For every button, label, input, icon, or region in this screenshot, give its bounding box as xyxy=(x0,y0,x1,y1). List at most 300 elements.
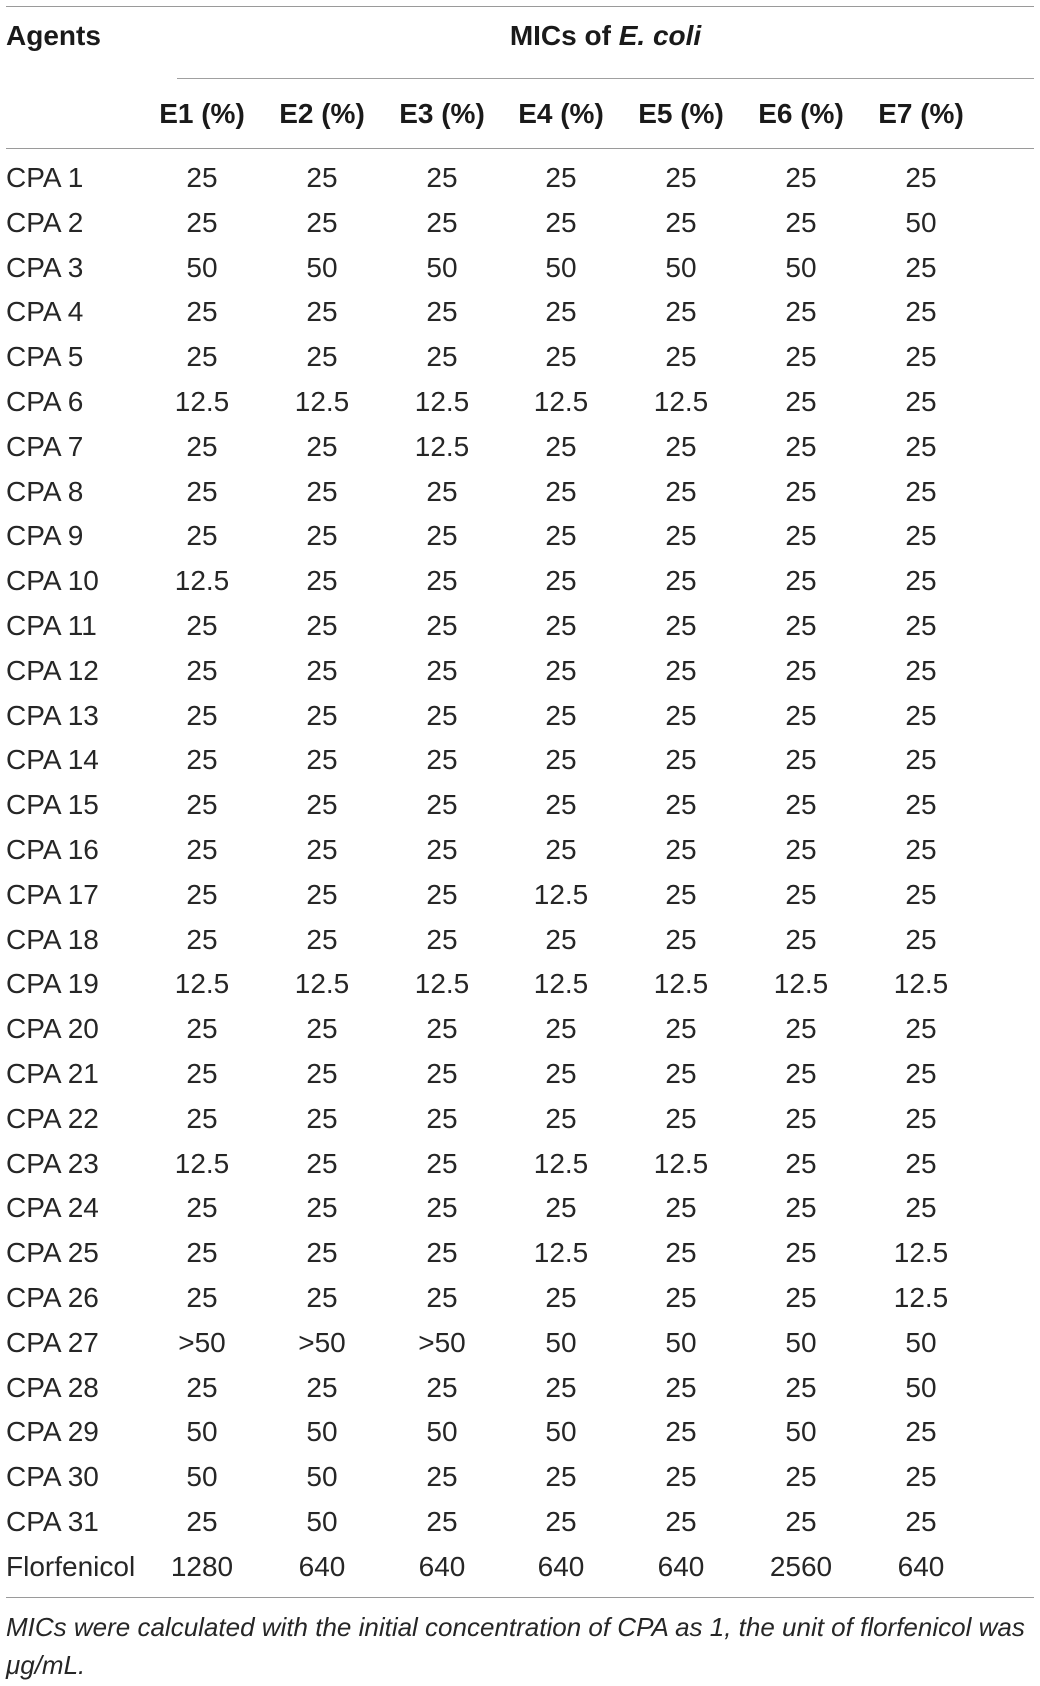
mic-value-cell: 25 xyxy=(785,1013,817,1045)
agent-cell: CPA 5 xyxy=(6,341,84,373)
table-body xyxy=(0,158,1040,1592)
mic-value-cell: 25 xyxy=(785,654,817,686)
mic-value-cell: 25 xyxy=(545,520,577,552)
mic-value-cell: 25 xyxy=(905,341,937,373)
agent-cell: CPA 8 xyxy=(6,475,84,507)
mic-value-cell: 25 xyxy=(306,923,338,955)
mic-value-cell: 25 xyxy=(785,878,817,910)
table-row xyxy=(0,785,1040,830)
mic-value-cell: 12.5 xyxy=(294,968,350,1000)
agent-cell: CPA 22 xyxy=(6,1102,99,1134)
column-header-e6: E6 (%) xyxy=(758,98,844,129)
mic-value-cell: 25 xyxy=(905,162,937,193)
mic-value-cell: 25 xyxy=(785,609,817,641)
mic-value-cell: 25 xyxy=(785,1057,817,1089)
agent-cell: CPA 16 xyxy=(6,833,99,865)
agent-cell: CPA 29 xyxy=(6,1416,99,1448)
mic-value-cell: 25 xyxy=(426,1102,458,1134)
mic-value-cell: 25 xyxy=(545,1505,577,1537)
mic-value-cell: 25 xyxy=(905,923,937,955)
mic-value-cell: 50 xyxy=(785,251,817,283)
mic-value-cell: 25 xyxy=(426,565,458,597)
mic-value-cell: 25 xyxy=(785,1461,817,1493)
mic-value-cell: 25 xyxy=(905,475,937,507)
mic-value-cell: 25 xyxy=(785,520,817,552)
mic-value-cell: 50 xyxy=(905,1326,937,1358)
mic-value-cell: 25 xyxy=(905,699,937,731)
mic-value-cell: 25 xyxy=(905,833,937,865)
mic-value-cell: 25 xyxy=(186,1192,218,1224)
mic-value-cell: 25 xyxy=(545,341,577,373)
mic-value-cell: 25 xyxy=(186,1013,218,1045)
mic-value-cell: 25 xyxy=(426,789,458,821)
mic-value-cell: 25 xyxy=(785,1237,817,1269)
agent-cell: CPA 4 xyxy=(6,296,84,328)
mic-value-cell: 25 xyxy=(905,1057,937,1089)
mic-value-cell: 25 xyxy=(426,296,458,328)
mic-value-cell: 640 xyxy=(298,1550,346,1582)
mic-value-cell: 25 xyxy=(426,162,458,193)
mic-value-cell: 12.5 xyxy=(653,1147,709,1179)
mic-value-cell: >50 xyxy=(418,1326,466,1358)
mic-value-cell: 2560 xyxy=(769,1550,833,1582)
mic-value-cell: 12.5 xyxy=(414,385,470,417)
mic-value-cell: 25 xyxy=(905,296,937,328)
mic-value-cell: 25 xyxy=(186,341,218,373)
mic-value-cell: 25 xyxy=(665,833,697,865)
mic-value-cell: 25 xyxy=(186,878,218,910)
mic-value-cell: 25 xyxy=(186,789,218,821)
mic-value-cell: 25 xyxy=(905,1013,937,1045)
mic-value-cell: 50 xyxy=(545,251,577,283)
mic-value-cell: 25 xyxy=(545,296,577,328)
mic-value-cell: 25 xyxy=(785,385,817,417)
table-row xyxy=(0,1009,1040,1054)
group-header-prefix: MICs of xyxy=(509,20,619,51)
bottom-rule xyxy=(6,1597,1034,1598)
mic-value-cell: 25 xyxy=(905,609,937,641)
mic-value-cell: 25 xyxy=(545,789,577,821)
mic-value-cell: 50 xyxy=(186,1461,218,1493)
mic-value-cell: 12.5 xyxy=(174,968,230,1000)
table-row xyxy=(0,1278,1040,1323)
mic-value-cell: 25 xyxy=(905,1147,937,1179)
mic-value-cell: 25 xyxy=(426,1505,458,1537)
mic-value-cell: 25 xyxy=(306,475,338,507)
mic-value-cell: 25 xyxy=(186,296,218,328)
column-header-e5: E5 (%) xyxy=(638,98,724,129)
agent-cell: CPA 15 xyxy=(6,789,99,821)
table-row xyxy=(0,651,1040,696)
mic-value-cell: >50 xyxy=(178,1326,226,1358)
mic-value-cell: 25 xyxy=(426,1371,458,1403)
mic-value-cell: 25 xyxy=(186,1102,218,1134)
table-row xyxy=(0,427,1040,472)
mic-value-cell: 25 xyxy=(905,654,937,686)
mic-value-cell: 25 xyxy=(665,475,697,507)
mic-value-cell: 25 xyxy=(545,1057,577,1089)
mic-value-cell: 25 xyxy=(665,1102,697,1134)
mic-value-cell: 25 xyxy=(306,206,338,238)
agent-cell: CPA 2 xyxy=(6,206,84,238)
mic-value-cell: 25 xyxy=(785,296,817,328)
mic-value-cell: 12.5 xyxy=(653,968,709,1000)
table-row xyxy=(0,1188,1040,1233)
agent-cell: CPA 11 xyxy=(6,609,97,641)
mic-value-cell: 50 xyxy=(186,251,218,283)
mic-value-cell: 25 xyxy=(426,520,458,552)
mic-value-cell: 25 xyxy=(186,654,218,686)
table-row xyxy=(0,248,1040,293)
mic-value-cell: 12.5 xyxy=(893,968,949,1000)
mic-value-cell: 25 xyxy=(186,1237,218,1269)
mic-value-cell: 25 xyxy=(306,699,338,731)
mic-value-cell: 25 xyxy=(545,162,577,193)
mic-value-cell: 25 xyxy=(306,162,338,193)
mic-value-cell: 25 xyxy=(426,1013,458,1045)
mic-value-cell: 12.5 xyxy=(893,1281,949,1313)
mic-value-cell: 25 xyxy=(665,699,697,731)
mic-value-cell: 50 xyxy=(306,251,338,283)
table-row xyxy=(0,158,1040,203)
mic-value-cell: 25 xyxy=(905,744,937,776)
mic-value-cell: 25 xyxy=(905,565,937,597)
mic-value-cell: 50 xyxy=(545,1416,577,1448)
mic-value-cell: 12.5 xyxy=(174,385,230,417)
column-header-e4: E4 (%) xyxy=(518,98,604,129)
table-row xyxy=(0,1412,1040,1457)
top-rule xyxy=(6,6,1034,7)
mic-value-cell: 25 xyxy=(665,789,697,821)
mic-value-cell: 25 xyxy=(785,430,817,462)
table-row xyxy=(0,1099,1040,1144)
mic-value-cell: 12.5 xyxy=(653,385,709,417)
mic-value-cell: 25 xyxy=(785,699,817,731)
table-row xyxy=(0,382,1040,427)
table-row xyxy=(0,1502,1040,1547)
mic-value-cell: 25 xyxy=(545,1102,577,1134)
mic-value-cell: 50 xyxy=(785,1416,817,1448)
mic-value-cell: 25 xyxy=(665,1057,697,1089)
mic-value-cell: 25 xyxy=(306,1057,338,1089)
mic-value-cell: 50 xyxy=(306,1505,338,1537)
table-row xyxy=(0,1144,1040,1189)
mic-value-cell: 25 xyxy=(665,162,697,193)
group-header-organism: E. coli xyxy=(618,20,702,51)
mic-value-cell: 25 xyxy=(426,475,458,507)
agent-cell: CPA 3 xyxy=(6,251,84,283)
mic-value-cell: 25 xyxy=(905,251,937,283)
mic-value-cell: 50 xyxy=(665,251,697,283)
mic-value-cell: 25 xyxy=(426,878,458,910)
table-row xyxy=(0,292,1040,337)
agent-cell: CPA 30 xyxy=(6,1461,99,1493)
table-footnote: MICs were calculated with the initial concentration of CPA as 1, the unit of florfenicol was μg/mL. xyxy=(6,1612,1025,1680)
mic-value-cell: 25 xyxy=(545,206,577,238)
mic-value-cell: 25 xyxy=(426,206,458,238)
agent-cell: CPA 17 xyxy=(6,878,99,910)
mic-value-cell: 12.5 xyxy=(893,1237,949,1269)
mic-value-cell: 25 xyxy=(665,878,697,910)
table-row xyxy=(0,1323,1040,1368)
mic-value-cell: 640 xyxy=(537,1550,585,1582)
mic-value-cell: 25 xyxy=(665,1013,697,1045)
mic-value-cell: 25 xyxy=(905,430,937,462)
table-row xyxy=(0,964,1040,1009)
mic-value-cell: 25 xyxy=(186,1057,218,1089)
mic-value-cell: 25 xyxy=(306,878,338,910)
mic-value-cell: 25 xyxy=(665,1281,697,1313)
mic-value-cell: 25 xyxy=(545,1371,577,1403)
table-row xyxy=(0,920,1040,965)
table-row xyxy=(0,516,1040,561)
mic-value-cell: 25 xyxy=(785,565,817,597)
mic-value-cell: 25 xyxy=(545,699,577,731)
mic-value-cell: 25 xyxy=(545,923,577,955)
mic-value-cell: 12.5 xyxy=(414,968,470,1000)
mic-value-cell: 50 xyxy=(306,1416,338,1448)
mic-value-cell: 25 xyxy=(665,1192,697,1224)
agent-cell: CPA 20 xyxy=(6,1013,99,1045)
mic-value-cell: 25 xyxy=(665,923,697,955)
column-header-e1: E1 (%) xyxy=(159,98,245,129)
mic-value-cell: 25 xyxy=(306,565,338,597)
mic-value-cell: 12.5 xyxy=(533,878,589,910)
mic-value-cell: 25 xyxy=(306,1102,338,1134)
mic-value-cell: 12.5 xyxy=(414,430,470,462)
mic-value-cell: 12.5 xyxy=(533,1147,589,1179)
agent-cell: CPA 19 xyxy=(6,968,99,1000)
mic-value-cell: 25 xyxy=(426,609,458,641)
mic-value-cell: 1280 xyxy=(170,1550,234,1582)
column-header-e2: E2 (%) xyxy=(279,98,365,129)
mic-value-cell: 25 xyxy=(545,430,577,462)
mic-value-cell: 640 xyxy=(657,1550,705,1582)
table-row xyxy=(0,1457,1040,1502)
mic-value-cell: 25 xyxy=(785,475,817,507)
mic-value-cell: 25 xyxy=(306,744,338,776)
mic-value-cell: 25 xyxy=(186,430,218,462)
mic-value-cell: 25 xyxy=(665,1237,697,1269)
mic-value-cell: 25 xyxy=(545,1461,577,1493)
column-header-row xyxy=(0,98,1040,134)
agent-cell: CPA 13 xyxy=(6,699,99,731)
table-row xyxy=(0,1368,1040,1413)
column-header-e3: E3 (%) xyxy=(399,98,485,129)
mic-value-cell: 25 xyxy=(186,744,218,776)
mic-value-cell: 25 xyxy=(665,296,697,328)
mic-value-cell: 25 xyxy=(545,1281,577,1313)
mic-value-cell: 25 xyxy=(785,1102,817,1134)
agent-cell: CPA 27 xyxy=(6,1326,99,1358)
mic-value-cell: 12.5 xyxy=(294,385,350,417)
mic-value-cell: 25 xyxy=(785,789,817,821)
mic-value-cell: 25 xyxy=(785,1371,817,1403)
agent-cell: CPA 26 xyxy=(6,1281,99,1313)
table-row xyxy=(0,606,1040,651)
agent-cell: CPA 25 xyxy=(6,1237,99,1269)
mic-value-cell: 25 xyxy=(426,1057,458,1089)
mic-value-cell: 25 xyxy=(306,520,338,552)
mic-value-cell: 25 xyxy=(186,1371,218,1403)
mic-value-cell: 25 xyxy=(426,699,458,731)
mic-value-cell: 25 xyxy=(785,162,817,193)
mic-value-cell: 640 xyxy=(418,1550,466,1582)
mic-value-cell: 25 xyxy=(545,744,577,776)
mics-group-header xyxy=(177,20,1034,52)
mic-value-cell: 25 xyxy=(785,1192,817,1224)
mic-value-cell: 25 xyxy=(785,206,817,238)
mic-value-cell: 25 xyxy=(186,1281,218,1313)
mic-value-cell: 25 xyxy=(905,789,937,821)
mic-value-cell: 25 xyxy=(905,1505,937,1537)
mic-value-cell: 25 xyxy=(426,1192,458,1224)
mic-value-cell: 25 xyxy=(905,1461,937,1493)
table-row xyxy=(0,1547,1040,1592)
mic-value-cell: 25 xyxy=(665,654,697,686)
mic-value-cell: 12.5 xyxy=(533,385,589,417)
mic-value-cell: 25 xyxy=(665,206,697,238)
mic-value-cell: 50 xyxy=(545,1326,577,1358)
agent-cell: Florfenicol xyxy=(6,1550,136,1582)
mic-value-cell: 25 xyxy=(186,520,218,552)
mic-value-cell: 25 xyxy=(426,923,458,955)
table-row xyxy=(0,1054,1040,1099)
mic-value-cell: 25 xyxy=(186,1505,218,1537)
mic-value-cell: 50 xyxy=(785,1326,817,1358)
table-row xyxy=(0,472,1040,517)
mic-value-cell: 25 xyxy=(785,1281,817,1313)
agent-cell: CPA 6 xyxy=(6,385,84,417)
mic-value-cell: 25 xyxy=(905,878,937,910)
mic-value-cell: 50 xyxy=(665,1326,697,1358)
mic-value-cell: 50 xyxy=(905,1371,937,1403)
agent-cell: CPA 21 xyxy=(6,1057,99,1089)
agent-cell: CPA 18 xyxy=(6,923,99,955)
mic-value-cell: 25 xyxy=(306,341,338,373)
mic-value-cell: 12.5 xyxy=(533,1237,589,1269)
table-row xyxy=(0,337,1040,382)
mic-value-cell: 25 xyxy=(665,565,697,597)
mic-value-cell: 25 xyxy=(785,341,817,373)
agents-header: Agents xyxy=(6,20,101,51)
mic-value-cell: 25 xyxy=(665,609,697,641)
agent-cell: CPA 31 xyxy=(6,1505,99,1537)
agent-cell: CPA 7 xyxy=(6,430,84,462)
mic-value-cell: 25 xyxy=(306,609,338,641)
agent-cell: CPA 23 xyxy=(6,1147,99,1179)
mic-value-cell: 12.5 xyxy=(773,968,829,1000)
mic-value-cell: 25 xyxy=(186,609,218,641)
mic-value-cell: 25 xyxy=(426,1461,458,1493)
mic-value-cell: 25 xyxy=(905,1192,937,1224)
table-row xyxy=(0,696,1040,741)
mic-value-cell: 25 xyxy=(545,609,577,641)
mic-value-cell: 25 xyxy=(785,923,817,955)
mic-value-cell: 25 xyxy=(186,475,218,507)
mic-value-cell: 12.5 xyxy=(533,968,589,1000)
mic-value-cell: 25 xyxy=(426,744,458,776)
mic-value-cell: 25 xyxy=(306,833,338,865)
mic-value-cell: 25 xyxy=(665,1505,697,1537)
mic-value-cell: 25 xyxy=(665,341,697,373)
table-row xyxy=(0,1233,1040,1278)
mic-value-cell: 25 xyxy=(426,654,458,686)
mic-value-cell: 25 xyxy=(665,430,697,462)
mic-value-cell: 12.5 xyxy=(174,565,230,597)
mic-value-cell: 25 xyxy=(306,1371,338,1403)
mic-value-cell: 25 xyxy=(785,1505,817,1537)
mic-value-cell: 50 xyxy=(186,1416,218,1448)
mic-value-cell: 25 xyxy=(306,1013,338,1045)
agent-cell: CPA 14 xyxy=(6,744,99,776)
mic-value-cell: 25 xyxy=(306,1281,338,1313)
agent-cell: CPA 12 xyxy=(6,654,99,686)
group-header-rule xyxy=(177,78,1034,79)
mic-value-cell: 25 xyxy=(306,1147,338,1179)
mic-value-cell: 25 xyxy=(306,430,338,462)
mic-value-cell: 25 xyxy=(545,565,577,597)
agent-cell: CPA 28 xyxy=(6,1371,99,1403)
agent-cell: CPA 24 xyxy=(6,1192,99,1224)
mic-value-cell: 25 xyxy=(426,341,458,373)
mic-value-cell: 25 xyxy=(426,1237,458,1269)
table-row xyxy=(0,740,1040,785)
table-row xyxy=(0,875,1040,920)
mic-value-cell: 25 xyxy=(665,1371,697,1403)
mic-value-cell: 25 xyxy=(306,1192,338,1224)
mic-value-cell: 25 xyxy=(186,699,218,731)
mic-value-cell: 25 xyxy=(426,1281,458,1313)
agent-cell: CPA 9 xyxy=(6,520,84,552)
mic-value-cell: 25 xyxy=(545,1013,577,1045)
table-row xyxy=(0,561,1040,606)
table-row xyxy=(0,203,1040,248)
mic-value-cell: 25 xyxy=(545,1192,577,1224)
mic-value-cell: 25 xyxy=(665,1461,697,1493)
mic-value-cell: 25 xyxy=(306,789,338,821)
agent-cell: CPA 10 xyxy=(6,565,99,597)
table-row xyxy=(0,830,1040,875)
mic-value-cell: 25 xyxy=(905,1416,937,1448)
mic-value-cell: 25 xyxy=(905,1102,937,1134)
mic-value-cell: 25 xyxy=(306,296,338,328)
mic-value-cell: 25 xyxy=(426,833,458,865)
mic-value-cell: 25 xyxy=(306,654,338,686)
mic-value-cell: 25 xyxy=(186,206,218,238)
mic-value-cell: 25 xyxy=(665,1416,697,1448)
mic-value-cell: 640 xyxy=(897,1550,945,1582)
column-header-e7: E7 (%) xyxy=(878,98,964,129)
mic-value-cell: 50 xyxy=(426,251,458,283)
mic-value-cell: 25 xyxy=(665,744,697,776)
mic-value-cell: 12.5 xyxy=(174,1147,230,1179)
agent-cell: CPA 1 xyxy=(6,162,84,193)
mic-value-cell: 25 xyxy=(186,162,218,193)
mic-value-cell: 25 xyxy=(426,1147,458,1179)
mic-value-cell: 50 xyxy=(426,1416,458,1448)
mic-value-cell: 25 xyxy=(905,385,937,417)
mic-value-cell: 50 xyxy=(905,206,937,238)
mic-value-cell: 25 xyxy=(186,833,218,865)
mic-value-cell: 25 xyxy=(785,833,817,865)
mic-value-cell: 25 xyxy=(785,1147,817,1179)
mic-value-cell: 25 xyxy=(545,833,577,865)
mic-value-cell: >50 xyxy=(298,1326,346,1358)
mic-value-cell: 25 xyxy=(905,520,937,552)
mic-value-cell: 25 xyxy=(186,923,218,955)
header-bottom-rule xyxy=(6,148,1034,149)
